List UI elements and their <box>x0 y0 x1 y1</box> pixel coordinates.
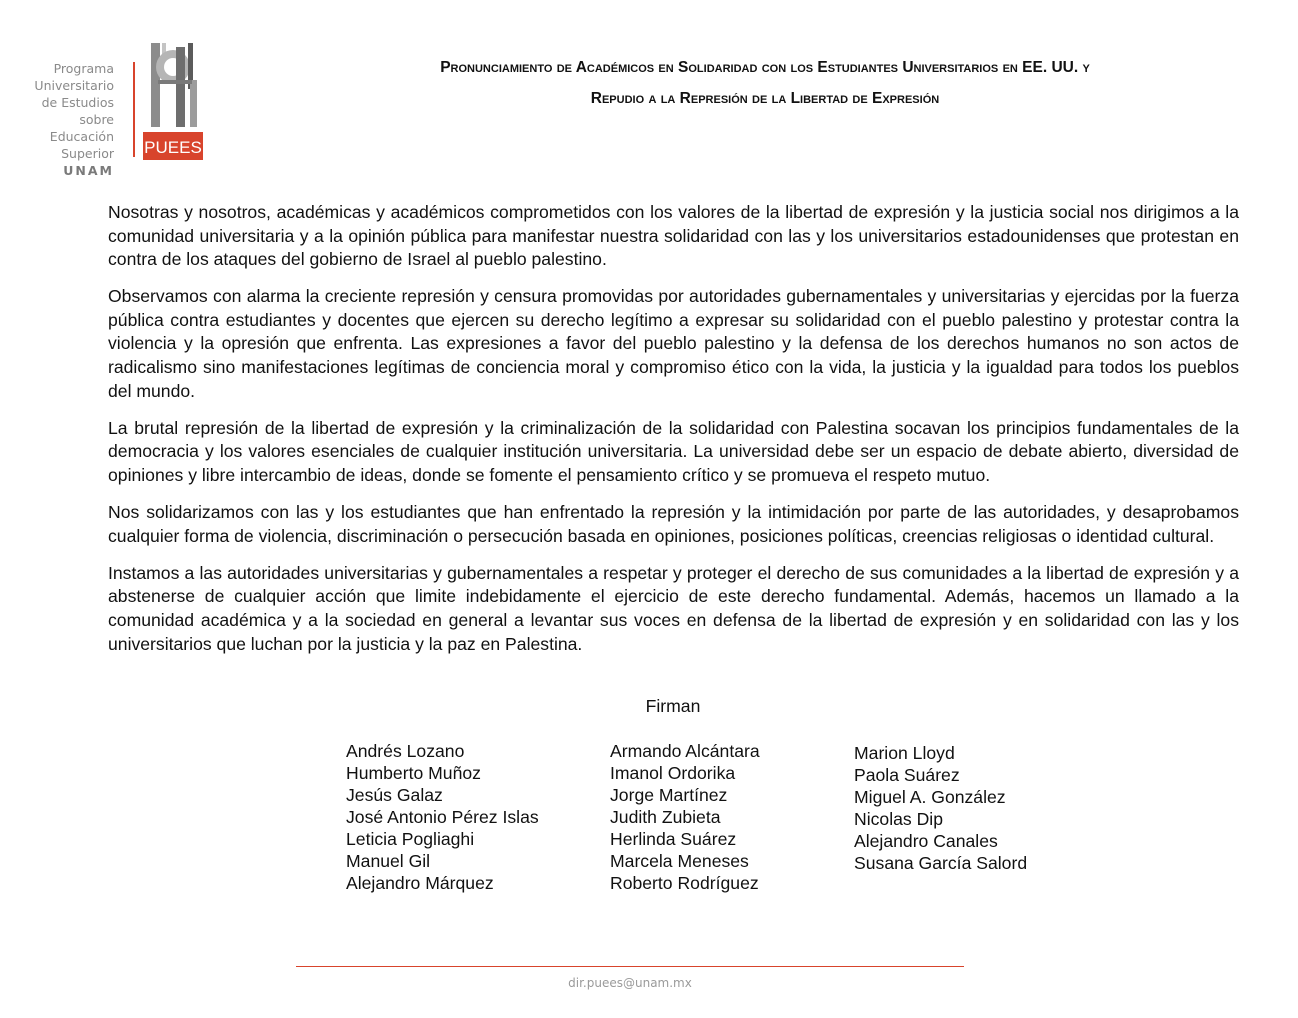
signatory-name: Leticia Pogliaghi <box>346 829 475 849</box>
signatory-name: Roberto Rodríguez <box>610 873 759 893</box>
page-title <box>300 52 1230 114</box>
footer-divider <box>296 966 964 967</box>
paragraph: La brutal represión de la libertad de expresión y la criminalización de la solidaridad con Palestina socavan los principios fundamentales de la democracia y los valores esenciales de cualquier institución universitaria. La universidad debe ser un espacio de debate abierto, diversidad de opiniones y libre intercambio de ideas, donde se fomente el pensamiento crítico y se promueva el respeto mutuo. <box>108 417 1239 485</box>
footer-email: dir.puees@unam.mx <box>568 976 692 990</box>
signatory-name: Jesús Galaz <box>346 785 443 805</box>
paragraph: Nosotras y nosotros, académicas y académicos comprometidos con los valores de la libertad de expresión y la justicia social nos dirigimos a la comunidad universitaria y a la opinión pública para manifestar nuestra solidaridad con las y los universitarios estadounidenses que protestan en contra de los ataques del gobierno de Israel al pueblo palestino. <box>108 202 1239 270</box>
signatory-name: Paola Suárez <box>854 765 960 785</box>
signatory-name: José Antonio Pérez Islas <box>346 807 539 827</box>
signatory-name: Marcela Meneses <box>610 851 749 871</box>
signature-column <box>346 740 539 894</box>
logo-badge: PUEES <box>144 138 202 157</box>
signatory-name: Imanol Ordorika <box>610 763 736 783</box>
signatory-name: Humberto Muñoz <box>346 763 481 783</box>
signatory-name: Susana García Salord <box>854 853 1028 873</box>
signatory-name: Andrés Lozano <box>346 741 465 761</box>
signatory-name: Judith Zubieta <box>610 807 721 827</box>
signatory-name: Marion Lloyd <box>854 743 955 763</box>
logo-line: de Estudios <box>41 95 114 110</box>
logo-unam: UNAM <box>63 163 114 178</box>
signatory-name: Manuel Gil <box>346 851 431 871</box>
title-line-2: Repudio a la Represión de la Libertad de Expresión <box>590 90 940 107</box>
signatures-heading: Firman <box>645 696 701 716</box>
signatory-name: Alejandro Márquez <box>346 873 494 893</box>
logo-line: Universitario <box>34 78 114 93</box>
paragraph: Observamos con alarma la creciente represión y censura promovidas por autoridades gubernamentales y universitarias y ejercidas por la fuerza pública contra estudiantes y docentes que ejercen su derecho legítimo a expresar su solidaridad con el pueblo palestino y protestar contra la violencia y la opresión que enfrenta. Las expresiones a favor del pueblo palestino y la defensa de los derechos humanos no son actos de radicalismo sino manifestaciones legítimas de conciencia moral y compromiso ético con la vida, la justicia y la igualdad para todos los pueblos del mundo. <box>108 286 1239 401</box>
logo-line: Programa <box>53 61 114 76</box>
logo-line: Superior <box>61 146 114 161</box>
puees-logo-mark <box>140 40 210 164</box>
logo-divider <box>133 62 135 157</box>
signature-column <box>610 740 760 894</box>
signatory-name: Herlinda Suárez <box>610 829 737 849</box>
logo-line: sobre Educación <box>49 112 114 144</box>
logo-institution-name <box>14 60 114 179</box>
signatory-name: Jorge Martínez <box>610 785 728 805</box>
paragraph: Nos solidarizamos con las y los estudiantes que han enfrentado la represión y la intimidación por parte de las autoridades, y desaprobamos cualquier forma de violencia, discriminación o persecución basada en opiniones, posiciones políticas, creencias religiosas o identidad cultural. <box>108 502 1239 546</box>
statement-body <box>108 201 1239 670</box>
title-line-1: Pronunciamiento de Académicos en Solidaridad con los Estudiantes Universitarios en EE. UU. y <box>440 59 1090 76</box>
signatory-name: Armando Alcántara <box>610 741 760 761</box>
signatory-name: Miguel A. González <box>854 787 1006 807</box>
paragraph: Instamos a las autoridades universitarias y gubernamentales a respetar y proteger el derecho de sus comunidades a la libertad de expresión y a abstenerse de cualquier acción que limite indebidamente el ejercicio de este derecho fundamental. Además, hacemos un llamado a la comunidad académica y a la sociedad en general a levantar sus voces en defensa de la libertad de expresión y en solidaridad con las y los universitarios que luchan por la justicia y la paz en Palestina. <box>108 562 1239 654</box>
signatory-name: Nicolas Dip <box>854 809 943 829</box>
signatory-name: Alejandro Canales <box>854 831 998 851</box>
signature-column <box>854 742 1027 874</box>
